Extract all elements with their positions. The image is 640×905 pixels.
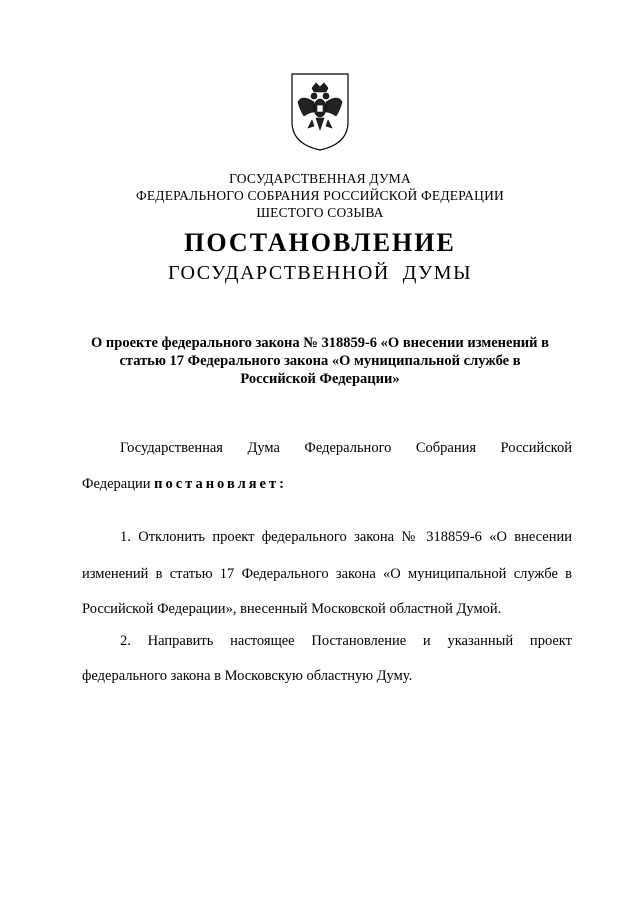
header-line-assembly: ФЕДЕРАЛЬНОГО СОБРАНИЯ РОССИЙСКОЙ ФЕДЕРАЦИИ [136, 188, 504, 203]
russian-coat-of-arms-icon [290, 72, 350, 152]
header-line-convocation: ШЕСТОГО СОЗЫВА [256, 205, 384, 220]
document-subtitle: ГОСУДАРСТВЕННОЙ ДУМЫ [167, 262, 473, 284]
decision-word: постановляет: [154, 476, 287, 492]
subject [80, 334, 560, 388]
preamble-line-2 [82, 476, 572, 493]
preamble-text: Федерации [82, 476, 155, 492]
item2-line-2: федерального закона в Московскую областную Думу. [82, 668, 413, 684]
coat-of-arms [290, 72, 350, 152]
item2-line-1: 2. Направить настоящее Постановление и указанный проект [120, 633, 572, 649]
item1-line-3: Российской Федерации», внесенный Московской областной Думой. [82, 601, 502, 617]
header-line-duma: ГОСУДАРСТВЕННАЯ ДУМА [229, 171, 411, 186]
item1-line-1: 1. Отклонить проект федерального закона № 318859-6 «О внесении [120, 529, 572, 545]
subject-line: статью 17 Федерального закона «О муниципальной службе в [119, 353, 521, 369]
subject-line: Российской Федерации» [240, 371, 400, 387]
preamble-line-1: Государственная Дума Федерального Собрания Российской [120, 440, 572, 456]
item1-line-2: изменений в статью 17 Федерального закона «О муниципальной службе в [82, 566, 572, 582]
subject-line: О проекте федерального закона № 318859-6 «О внесении изменений в [91, 335, 549, 351]
header [0, 170, 640, 221]
document-title: ПОСТАНОВЛЕНИЕ [184, 228, 456, 257]
